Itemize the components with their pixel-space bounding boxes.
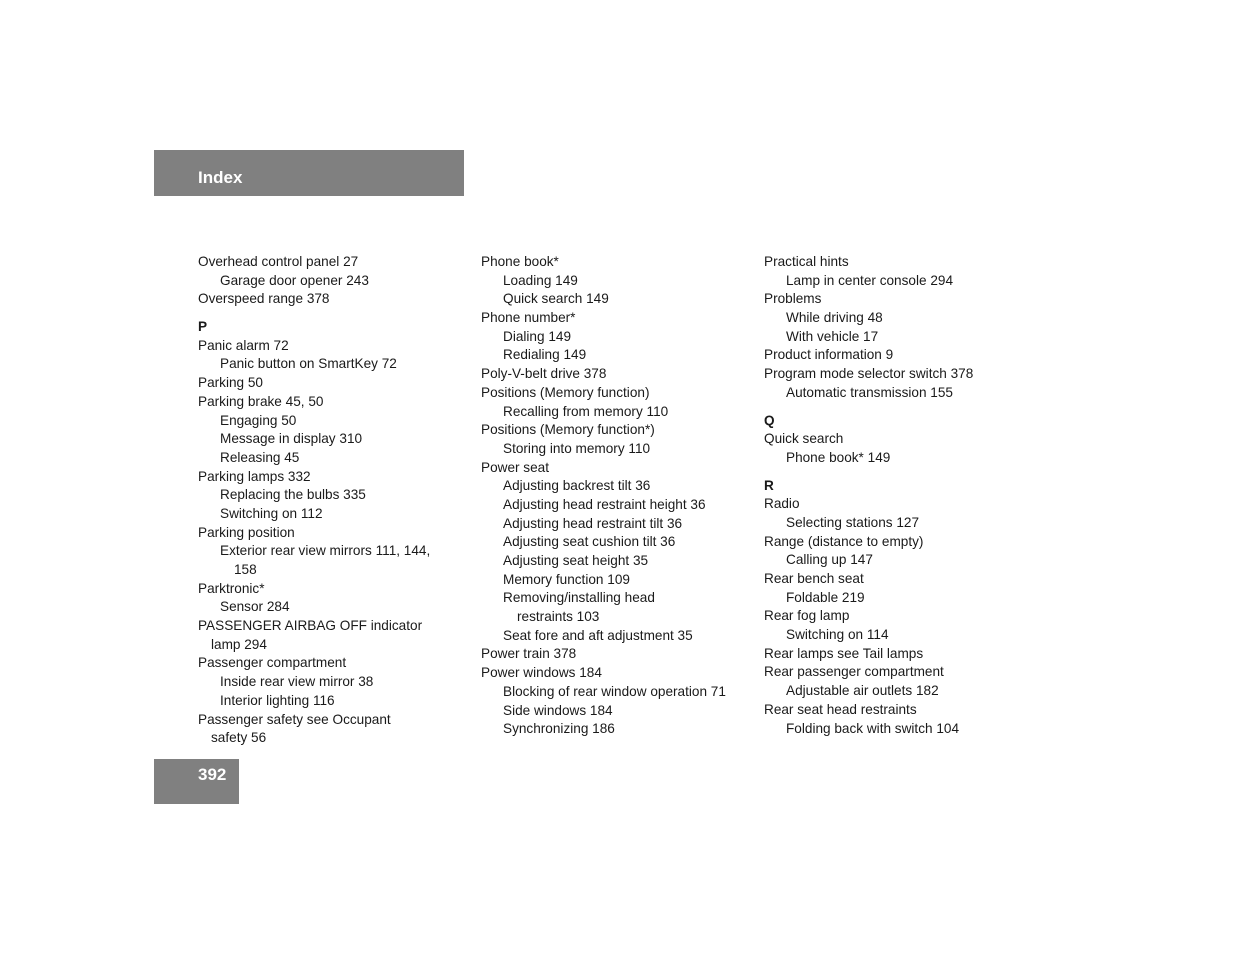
index-subentry: Garage door opener 243 [220, 272, 369, 288]
index-entry: Program mode selector switch 378 [764, 366, 974, 382]
index-entry: Panic alarm 72 [198, 337, 289, 353]
index-column-1 [198, 253, 473, 748]
page-title: Index [198, 168, 243, 187]
index-entry: Parking lamps 332 [198, 468, 311, 484]
index-subentry: Sensor 284 [220, 599, 290, 615]
index-entry: Power seat [481, 459, 550, 475]
index-subentry: Redialing 149 [503, 347, 587, 363]
index-entry: Rear lamps see Tail lamps [764, 645, 924, 661]
index-entry: Parktronic* [198, 580, 265, 596]
index-entry: Poly-V-belt drive 378 [481, 366, 607, 382]
index-entry: Passenger compartment [198, 655, 347, 671]
index-subentry: Switching on 114 [786, 627, 889, 643]
index-subentry: Adjusting seat cushion tilt 36 [503, 534, 676, 550]
index-entry: Practical hints [764, 254, 849, 269]
index-section-letter: P [198, 319, 208, 335]
index-entry-continuation: lamp 294 [211, 636, 267, 652]
index-subentry: Calling up 147 [786, 552, 873, 568]
index-entry: Power windows 184 [481, 665, 602, 681]
index-subentry: Seat fore and aft adjustment 35 [503, 627, 693, 643]
header-bar [154, 150, 464, 196]
index-entry: Rear fog lamp [764, 608, 850, 624]
index-subentry: Automatic transmission 155 [786, 384, 953, 400]
index-entry: Radio [764, 496, 800, 512]
index-subentry: Blocking of rear window operation 71 [503, 683, 726, 699]
index-subentry: Adjustable air outlets 182 [786, 683, 939, 699]
index-entry-continuation: restraints 103 [517, 609, 600, 625]
index-subentry: Synchronizing 186 [503, 721, 615, 737]
index-column-3 [764, 253, 1039, 738]
index-subentry: Replacing the bulbs 335 [220, 487, 366, 503]
index-subentry: Exterior rear view mirrors 111, 144, [220, 543, 431, 559]
index-subentry: While driving 48 [786, 310, 883, 326]
index-entry: Phone book* [481, 254, 559, 269]
index-entry: PASSENGER AIRBAG OFF indicator [198, 618, 423, 634]
index-entry-continuation: 158 [234, 562, 257, 577]
index-subentry: Recalling from memory 110 [503, 403, 669, 419]
index-subentry: Adjusting head restraint tilt 36 [503, 515, 683, 531]
index-subentry: Storing into memory 110 [503, 440, 651, 456]
index-entry: Problems [764, 291, 822, 307]
index-entry: Parking 50 [198, 375, 263, 391]
index-subentry: Side windows 184 [503, 702, 613, 718]
index-entry: Product information 9 [764, 347, 894, 363]
index-subentry: Switching on 112 [220, 505, 323, 521]
index-subentry: Selecting stations 127 [786, 514, 920, 530]
index-subentry: Folding back with switch 104 [786, 720, 960, 736]
index-entry: Positions (Memory function*) [481, 422, 655, 438]
index-subentry: With vehicle 17 [786, 328, 879, 344]
index-entry: Overspeed range 378 [198, 291, 330, 307]
index-subentry: Lamp in center console 294 [786, 272, 954, 288]
index-subentry: Inside rear view mirror 38 [220, 674, 374, 690]
index-entry: Quick search [764, 431, 844, 447]
index-subentry: Adjusting seat height 35 [503, 553, 649, 568]
index-subentry: Removing/installing head [503, 590, 655, 606]
index-column-2 [481, 253, 756, 739]
index-entry: Parking brake 45, 50 [198, 393, 324, 409]
index-subentry: Phone book* 149 [786, 449, 891, 465]
index-entry: Rear passenger compartment [764, 664, 944, 680]
index-entry: Positions (Memory function) [481, 384, 650, 400]
index-entry: Range (distance to empty) [764, 533, 924, 549]
index-section-letter: R [764, 477, 774, 493]
index-subentry: Loading 149 [503, 272, 578, 288]
index-entry: Power train 378 [481, 646, 577, 662]
index-entry: Parking position [198, 524, 295, 540]
page-number: 392 [198, 765, 227, 784]
index-subentry: Dialing 149 [503, 328, 572, 344]
index-entry-continuation: safety 56 [211, 730, 267, 746]
index-subentry: Interior lighting 116 [220, 692, 335, 708]
index-entry: Overhead control panel 27 [198, 254, 359, 269]
index-entry: Phone number* [481, 310, 576, 326]
index-entry: Rear seat head restraints [764, 701, 917, 717]
index-subentry: Quick search 149 [503, 291, 609, 307]
index-subentry: Foldable 219 [786, 589, 865, 605]
index-subentry: Adjusting head restraint height 36 [503, 496, 706, 512]
index-subentry: Memory function 109 [503, 571, 630, 587]
index-entry: Rear bench seat [764, 571, 864, 586]
index-subentry: Message in display 310 [220, 431, 363, 447]
index-subentry: Releasing 45 [220, 449, 300, 465]
index-entry: Passenger safety see Occupant [198, 711, 391, 727]
index-subentry: Engaging 50 [220, 412, 297, 428]
index-section-letter: Q [764, 412, 775, 428]
page-number-tab [154, 759, 239, 804]
index-subentry: Adjusting backrest tilt 36 [503, 478, 651, 494]
index-subentry: Panic button on SmartKey 72 [220, 356, 397, 372]
